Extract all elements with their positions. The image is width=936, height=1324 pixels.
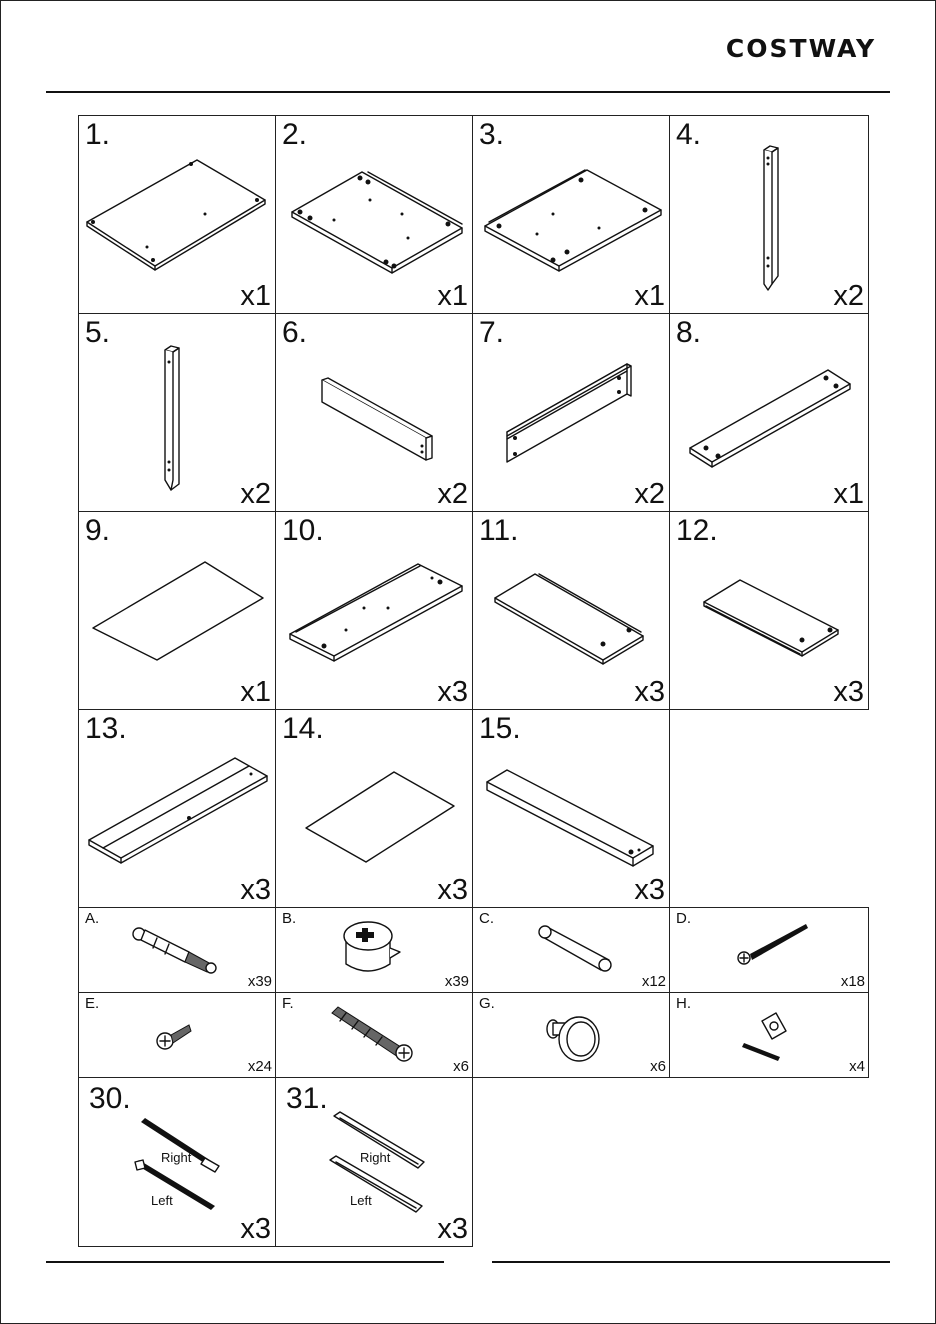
panel-14-number: 14. bbox=[282, 712, 324, 745]
rail-30 bbox=[78, 1077, 276, 1247]
hardware-c-qty: x12 bbox=[641, 973, 666, 990]
panel-12 bbox=[669, 511, 869, 710]
hardware-d-letter: D. bbox=[676, 910, 691, 927]
panel-12-qty: x3 bbox=[833, 676, 864, 708]
panel-4-qty: x2 bbox=[833, 280, 864, 312]
panel-9 bbox=[78, 511, 276, 710]
hardware-b bbox=[275, 907, 473, 993]
panel-5-number: 5. bbox=[85, 316, 111, 349]
hardware-g bbox=[472, 992, 670, 1078]
panel-1 bbox=[78, 115, 276, 314]
panel-6-number: 6. bbox=[282, 316, 308, 349]
rail-30-left-label: Left bbox=[151, 1193, 173, 1208]
panel-10-number: 10. bbox=[282, 514, 324, 547]
rail-31-right-label: Right bbox=[360, 1150, 391, 1165]
panel-1-number: 1. bbox=[85, 118, 111, 151]
panel-10-qty: x3 bbox=[437, 676, 468, 708]
panel-14-qty: x3 bbox=[437, 874, 468, 906]
panel-3-qty: x1 bbox=[634, 280, 665, 312]
panel-13 bbox=[78, 709, 276, 908]
panel-2-qty: x1 bbox=[437, 280, 468, 312]
panel-2-number: 2. bbox=[282, 118, 308, 151]
panel-5-qty: x2 bbox=[240, 478, 271, 510]
panel-14 bbox=[275, 709, 473, 908]
header-rule bbox=[46, 91, 890, 93]
panel-4 bbox=[669, 115, 869, 314]
hardware-b-qty: x39 bbox=[444, 973, 469, 990]
rail-31-number: 31. bbox=[286, 1082, 328, 1115]
panel-7-qty: x2 bbox=[634, 478, 665, 510]
panel-11 bbox=[472, 511, 670, 710]
footer-rule-right bbox=[492, 1261, 890, 1263]
hardware-h-qty: x4 bbox=[849, 1058, 865, 1075]
hardware-c bbox=[472, 907, 670, 993]
panel-8-qty: x1 bbox=[833, 478, 864, 510]
hardware-e-qty: x24 bbox=[247, 1058, 272, 1075]
panel-11-number: 11. bbox=[479, 514, 519, 547]
panel-6 bbox=[275, 313, 473, 512]
panel-2 bbox=[275, 115, 473, 314]
hardware-a-qty: x39 bbox=[247, 973, 272, 990]
panel-3 bbox=[472, 115, 670, 314]
hardware-a-letter: A. bbox=[85, 910, 100, 927]
panel-13-number: 13. bbox=[85, 712, 127, 745]
panel-15 bbox=[472, 709, 670, 908]
panel-12-number: 12. bbox=[676, 514, 718, 547]
rail-30-right-label: Right bbox=[161, 1150, 192, 1165]
hardware-d-qty: x18 bbox=[840, 973, 865, 990]
panel-3-number: 3. bbox=[479, 118, 505, 151]
hardware-g-qty: x6 bbox=[650, 1058, 666, 1075]
rail-31-left-label: Left bbox=[350, 1193, 372, 1208]
panel-7-number: 7. bbox=[479, 316, 505, 349]
panel-1-qty: x1 bbox=[240, 280, 271, 312]
hardware-c-letter: C. bbox=[479, 910, 494, 927]
hardware-f-qty: x6 bbox=[453, 1058, 469, 1075]
anti-tip-bracket-icon bbox=[670, 993, 870, 1079]
panel-7 bbox=[472, 313, 670, 512]
panel-9-number: 9. bbox=[85, 514, 111, 547]
panel-8-number: 8. bbox=[676, 316, 702, 349]
hardware-a bbox=[78, 907, 276, 993]
rail-30-qty: x3 bbox=[240, 1213, 271, 1245]
hardware-e bbox=[78, 992, 276, 1078]
rail-31-qty: x3 bbox=[437, 1213, 468, 1245]
hardware-e-letter: E. bbox=[85, 995, 100, 1012]
parts-list bbox=[78, 115, 869, 1247]
rail-31 bbox=[275, 1077, 473, 1247]
hardware-h bbox=[669, 992, 869, 1078]
hardware-b-letter: B. bbox=[282, 910, 297, 927]
hardware-f-letter: F. bbox=[282, 995, 294, 1012]
panel-5 bbox=[78, 313, 276, 512]
panel-11-qty: x3 bbox=[634, 676, 665, 708]
panel-15-qty: x3 bbox=[634, 874, 665, 906]
rail-30-number: 30. bbox=[89, 1082, 131, 1115]
panel-8 bbox=[669, 313, 869, 512]
hardware-g-letter: G. bbox=[479, 995, 495, 1012]
hardware-h-letter: H. bbox=[676, 995, 691, 1012]
hardware-f bbox=[275, 992, 473, 1078]
knob-icon bbox=[473, 993, 671, 1079]
panel-9-qty: x1 bbox=[240, 676, 271, 708]
hardware-d bbox=[669, 907, 869, 993]
panel-15-number: 15. bbox=[479, 712, 521, 745]
panel-10 bbox=[275, 511, 473, 710]
panel-6-qty: x2 bbox=[437, 478, 468, 510]
brand-logo: COSTWAY bbox=[725, 34, 877, 63]
footer-rule-left bbox=[46, 1261, 444, 1263]
panel-13-qty: x3 bbox=[240, 874, 271, 906]
machine-bolt-icon bbox=[276, 993, 474, 1079]
panel-4-number: 4. bbox=[676, 118, 702, 151]
